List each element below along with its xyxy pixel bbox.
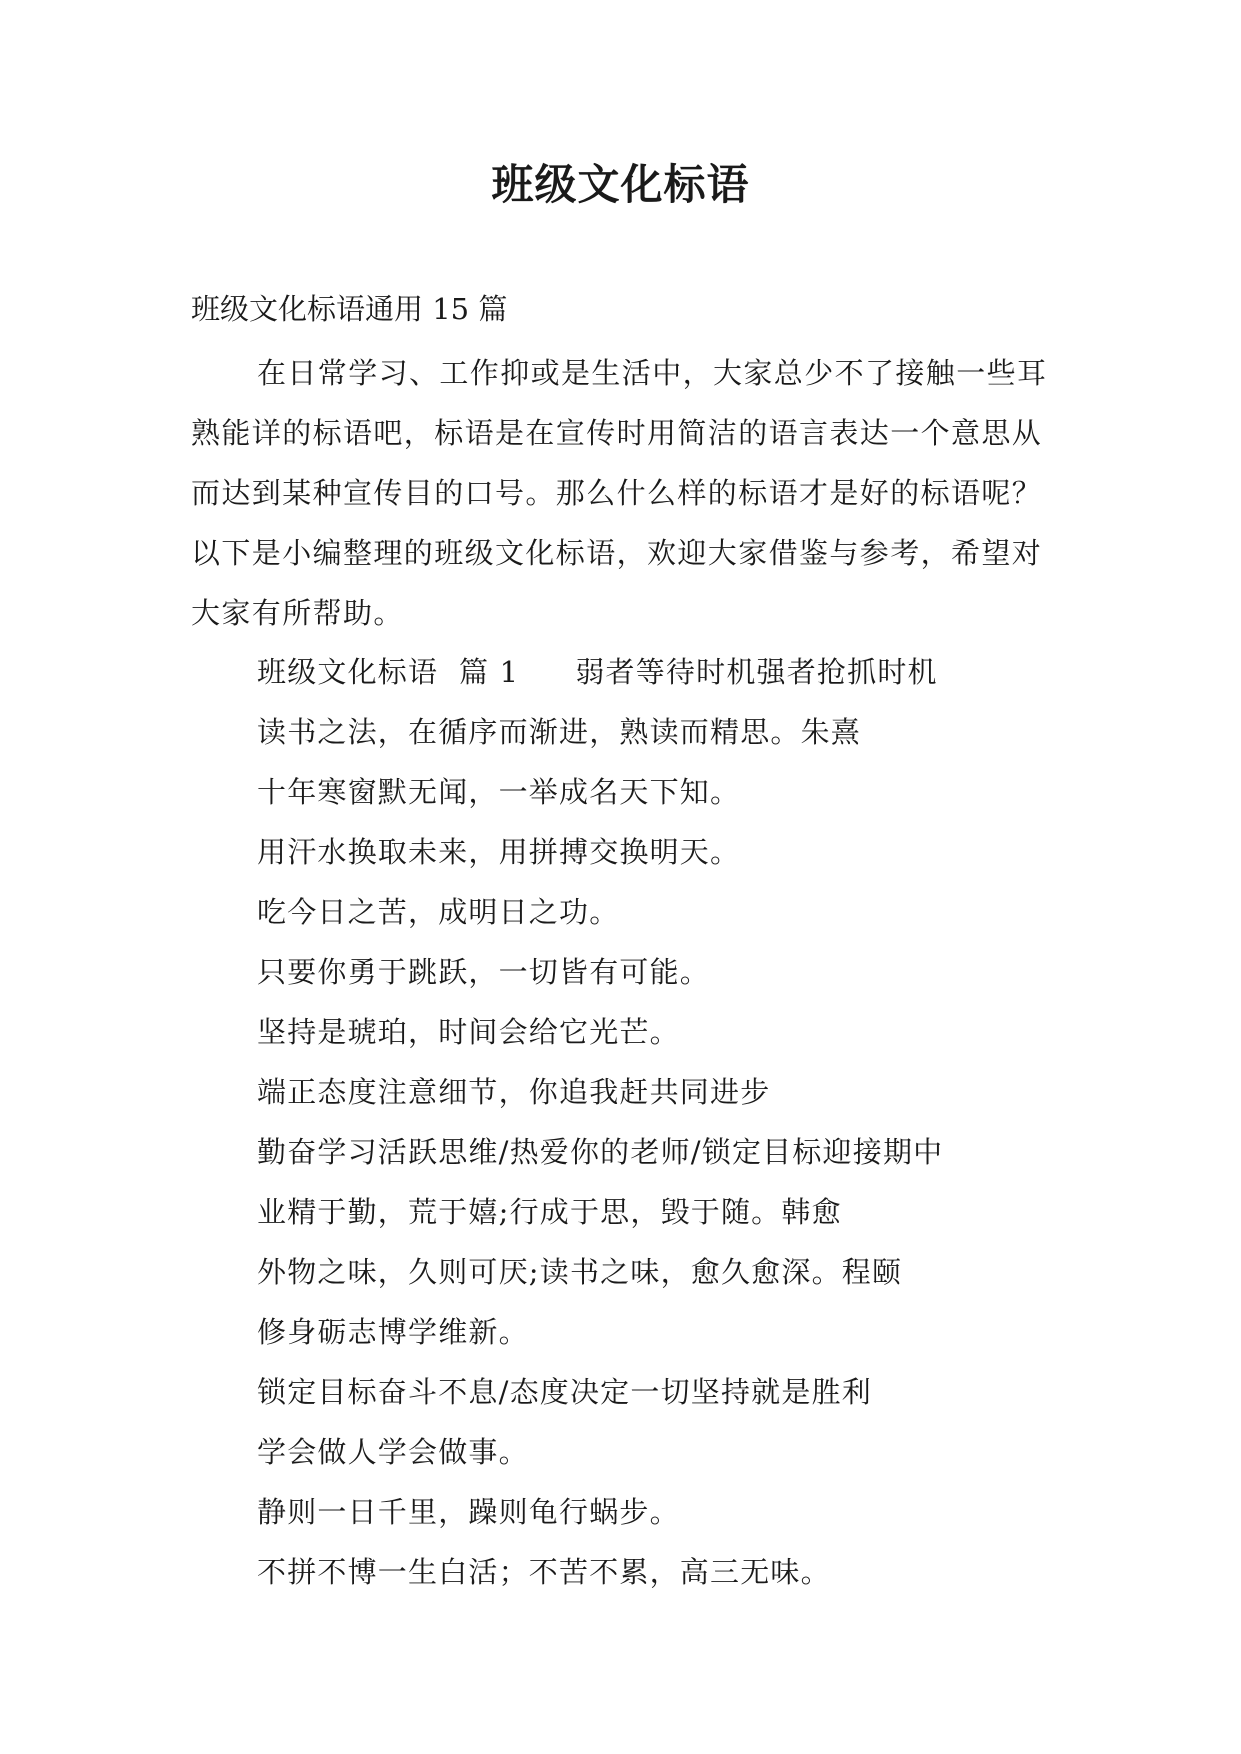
section-heading: 班级文化标语 篇 1 [257, 655, 520, 689]
slogan-item: 学会做人学会做事。 [257, 1435, 529, 1469]
section-heading-line [257, 642, 943, 702]
slogan-item: 十年寒窗默无闻，一举成名天下知。 [257, 775, 741, 809]
slogan-item: 用汗水换取未来，用拼搏交换明天。 [257, 835, 741, 869]
slogan-item: 业精于勤，荒于嬉;行成于思，毁于随。韩愈 [257, 1195, 842, 1229]
document-subtitle: 班级文化标语通用 15 篇 [191, 292, 508, 326]
slogan-item: 吃今日之苦，成明日之功。 [257, 895, 620, 929]
slogan-item: 外物之味，久则可厌;读书之味，愈久愈深。程颐 [257, 1255, 903, 1289]
slogan-item: 读书之法，在循序而渐进，熟读而精思。朱熹 [257, 715, 862, 749]
slogan-item: 端正态度注意细节，你追我赶共同进步 [257, 1075, 771, 1109]
slogan-item: 修身砺志博学维新。 [257, 1315, 529, 1349]
slogan-item: 坚持是琥珀，时间会给它光芒。 [257, 1015, 680, 1049]
slogan-item: 只要你勇于跳跃，一切皆有可能。 [257, 955, 711, 989]
slogan-item: 锁定目标奋斗不息/态度决定一切坚持就是胜利 [257, 1375, 872, 1409]
slogan-item: 不拼不博一生白活；不苦不累，高三无味。 [257, 1555, 831, 1589]
slogan-item: 勤奋学习活跃思维/热爱你的老师/锁定目标迎接期中 [257, 1135, 944, 1169]
first-slogan: 弱者等待时机强者抢抓时机 [575, 655, 938, 689]
slogan-item: 静则一日千里，躁则龟行蜗步。 [257, 1495, 680, 1529]
document-title: 班级文化标语 [491, 160, 750, 209]
slogan-list [257, 642, 943, 1602]
intro-paragraph: 在日常学习、工作抑或是生活中，大家总少不了接触一些耳熟能详的标语吧，标语是在宣传时用简洁的语言表达一个意思从而达到某种宣传目的口号。那么什么样的标语才是好的标语呢？以下是小编整理的班级文化标语，欢迎大家借鉴与参考，希望对大家有所帮助。 [191, 356, 1048, 630]
